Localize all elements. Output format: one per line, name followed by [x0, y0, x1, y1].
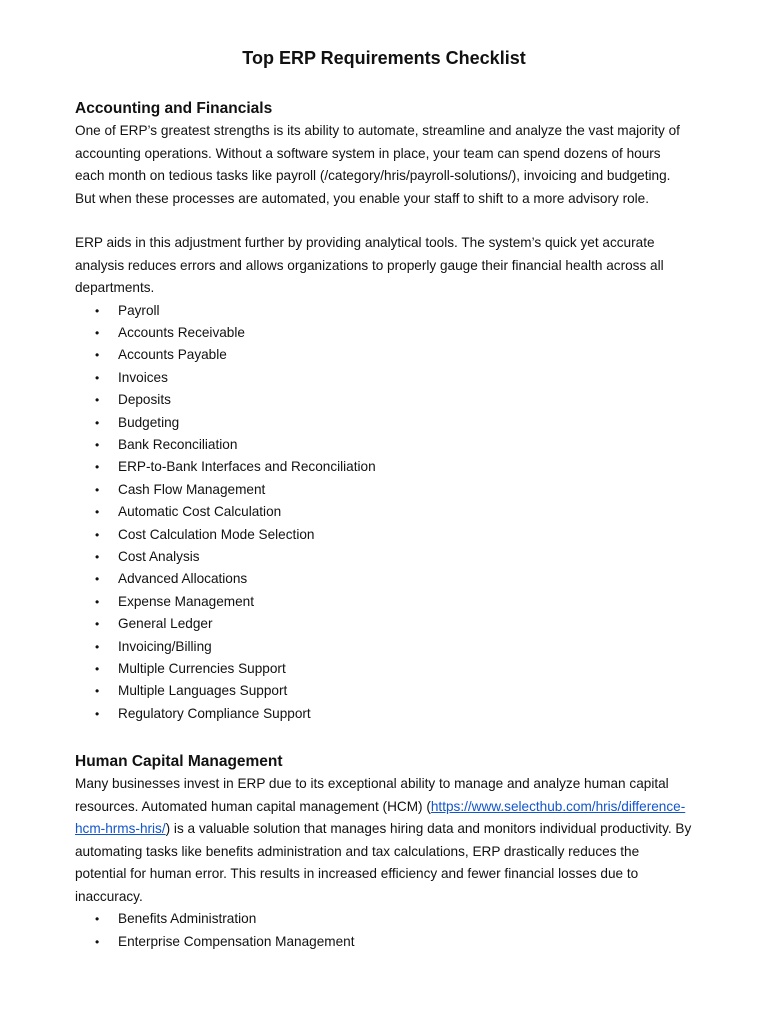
list-item-label: Expense Management	[118, 593, 255, 609]
list-item	[75, 680, 693, 702]
list-item-label: Invoicing/Billing	[118, 638, 212, 654]
hcm-difference-link[interactable]: https://www.selecthub.com/hris/difference-hcm-hrms-hris/	[75, 798, 686, 837]
bullet-icon: •	[95, 415, 100, 430]
list-item-label: Bank Reconciliation	[118, 436, 238, 452]
list-item	[75, 703, 693, 725]
list-item-label: Cost Calculation Mode Selection	[118, 526, 315, 542]
list-item-label: Payroll	[118, 302, 160, 318]
list-item	[75, 931, 693, 953]
bullet-icon: •	[95, 706, 100, 721]
bullet-icon: •	[95, 639, 100, 654]
list-item	[75, 389, 693, 411]
bullet-icon: •	[95, 527, 100, 542]
list-item	[75, 479, 693, 501]
page-title: Top ERP Requirements Checklist	[242, 48, 526, 68]
list-item	[75, 524, 693, 546]
bullet-icon: •	[95, 662, 100, 676]
list-item	[75, 434, 693, 456]
bullet-icon: •	[95, 549, 100, 564]
list-item-label: Multiple Languages Support	[118, 683, 288, 699]
bullet-icon: •	[95, 594, 100, 609]
list-item-label: Advanced Allocations	[118, 571, 248, 587]
bullet-icon: •	[95, 572, 100, 587]
list-item	[75, 456, 693, 478]
list-item-label: Accounts Receivable	[118, 324, 245, 340]
bullet-icon: •	[95, 348, 100, 363]
list-item	[75, 322, 693, 344]
list-item-label: Invoices	[118, 369, 168, 385]
accounting-paragraph-2: ERP aids in this adjustment further by providing analytical tools. The system’s quick yet accurate analysis reduces errors and allows organizations to properly gauge their financial health across all departments.	[75, 235, 664, 295]
accounting-requirements-list	[75, 300, 693, 726]
bullet-icon: •	[95, 437, 100, 452]
hcm-paragraph	[75, 773, 693, 908]
list-item-label: Automatic Cost Calculation	[118, 504, 282, 520]
list-item	[75, 591, 693, 613]
accounting-paragraph-1: One of ERP’s greatest strengths is its ability to automate, streamline and analyze the vast majority of accounting operations. Without a software system in place, your team can spend dozens of hours each month on tedious tasks like payroll (/category/hris/payroll-solutions/), invoicing and budgeting. But when these processes are automated, you enable your staff to shift to a more advisory role.	[75, 123, 680, 206]
bullet-icon: •	[95, 912, 100, 927]
bullet-icon: •	[95, 684, 100, 699]
list-item-label: General Ledger	[118, 616, 213, 632]
bullet-icon: •	[95, 617, 100, 632]
list-item-label: Benefits Administration	[118, 911, 257, 927]
list-item-label: Enterprise Compensation Management	[118, 933, 355, 949]
bullet-icon: •	[95, 460, 100, 475]
list-item	[75, 568, 693, 590]
list-item	[75, 613, 693, 635]
list-item-label: Deposits	[118, 392, 171, 408]
bullet-icon: •	[95, 505, 100, 520]
list-item-label: Multiple Currencies Support	[118, 661, 286, 676]
hcm-paragraph-text-before: Many businesses invest in ERP due to its exceptional ability to manage and analyze human capital resources. Automated human capital management (HCM) (	[75, 776, 669, 814]
bullet-icon: •	[95, 393, 100, 408]
list-item	[75, 412, 693, 434]
list-item	[75, 636, 693, 658]
hcm-requirements-list	[75, 908, 693, 953]
list-item-label: Cost Analysis	[118, 548, 200, 564]
list-item	[75, 658, 693, 680]
bullet-icon: •	[95, 370, 100, 385]
section-heading-hcm: Human Capital Management	[75, 753, 283, 771]
list-item	[75, 908, 693, 930]
list-item-label: Budgeting	[118, 414, 180, 430]
list-item	[75, 367, 693, 389]
hcm-paragraph-text-after: ) is a valuable solution that manages hiring data and monitors individual productivity. By automating tasks like benefits administration and tax calculations, ERP drastically reduces the potential for human error. This results in increased efficiency and fewer financial losses due to inaccuracy.	[75, 821, 692, 904]
bullet-icon: •	[95, 934, 100, 949]
list-item	[75, 546, 693, 568]
list-item	[75, 300, 693, 322]
list-item-label: Cash Flow Management	[118, 481, 266, 497]
list-item-label: Regulatory Compliance Support	[118, 705, 311, 721]
list-item	[75, 344, 693, 366]
list-item	[75, 501, 693, 523]
bullet-icon: •	[95, 482, 100, 497]
bullet-icon: •	[95, 303, 100, 318]
section-heading-accounting: Accounting and Financials	[75, 100, 273, 117]
list-item-label: ERP-to-Bank Interfaces and Reconciliation	[118, 459, 376, 475]
bullet-icon: •	[95, 325, 100, 340]
list-item-label: Accounts Payable	[118, 347, 227, 363]
